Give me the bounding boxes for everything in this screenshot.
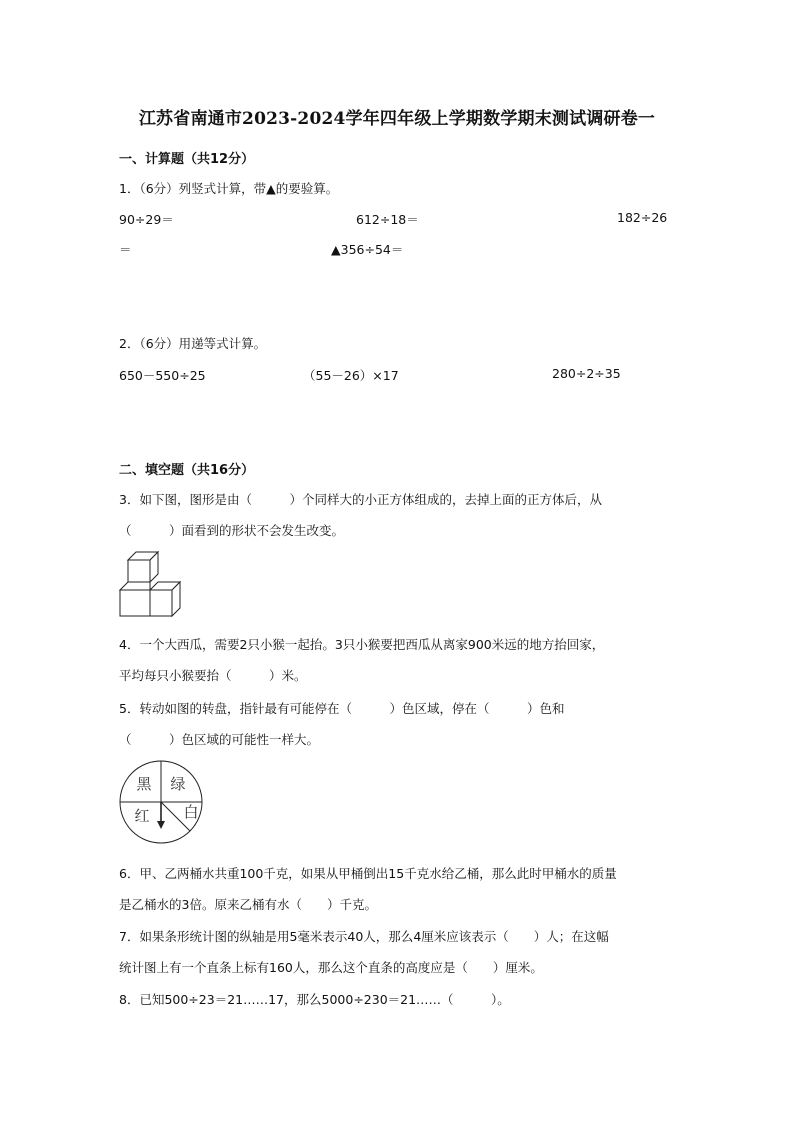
q1-item-2: 612÷18＝ — [356, 212, 419, 227]
spinner-label-green: 绿 — [170, 775, 186, 793]
q1-item-3-equals: ＝ — [119, 242, 132, 257]
question-5-line-1: 5．转动如图的转盘，指针最有可能停在（ ）色区域，停在（ ）色和 — [119, 701, 565, 716]
q1-item-1: 90÷29＝ — [119, 212, 174, 227]
question-7-line-2: 统计图上有一个直条上标有160人，那么这个直条的高度应是（ ）厘米。 — [119, 960, 543, 975]
q2-item-3: 280÷2÷35 — [552, 366, 621, 381]
question-2-text: 2．（6分）用递等式计算。 — [119, 336, 267, 351]
question-8-line-1: 8．已知500÷23＝21……17，那么5000÷230＝21……（ ）。 — [119, 992, 510, 1007]
question-4-line-1: 4．一个大西瓜，需要2只小猴一起抬。3只小猴要把西瓜从离家900米远的地方抬回家， — [119, 637, 605, 652]
section-1-heading: 一、计算题（共12分） — [119, 152, 255, 167]
question-6-line-2: 是乙桶水的3倍。原来乙桶有水（ ）千克。 — [119, 897, 377, 912]
spinner-label-black: 黑 — [136, 775, 152, 793]
question-6-line-1: 6．甲、乙两桶水共重100千克，如果从甲桶倒出15千克水给乙桶，那么此时甲桶水的质量 — [119, 866, 617, 881]
q1-item-4: ▲356÷54＝ — [331, 242, 404, 257]
question-4-line-2: 平均每只小猴要抬（ ）米。 — [119, 668, 307, 683]
section-2-heading: 二、填空题（共16分） — [119, 463, 255, 478]
question-7-line-1: 7．如果条形统计图的纵轴是用5毫米表示40人，那么4厘米应该表示（ ）人；在这幅 — [119, 929, 609, 944]
cube-stack-figure — [117, 548, 181, 620]
spinner-label-red: 红 — [134, 807, 150, 825]
q2-item-2: （55－26）×17 — [303, 368, 399, 383]
q1-item-3: 182÷26 — [617, 210, 668, 225]
question-3-line-2: （ ）面看到的形状不会发生改变。 — [119, 523, 345, 538]
spinner-figure — [118, 759, 204, 845]
q2-item-1: 650－550÷25 — [119, 368, 206, 383]
page-title: 江苏省南通市2023-2024学年四年级上学期数学期末测试调研卷一 — [138, 109, 656, 129]
question-3-line-1: 3．如下图，图形是由（ ）个同样大的小正方体组成的，去掉上面的正方体后，从 — [119, 492, 602, 507]
question-5-line-2: （ ）色区域的可能性一样大。 — [119, 732, 320, 747]
spinner-label-white: 白 — [183, 803, 199, 821]
question-1-text: 1．（6分）列竖式计算，带▲的要验算。 — [119, 181, 339, 196]
